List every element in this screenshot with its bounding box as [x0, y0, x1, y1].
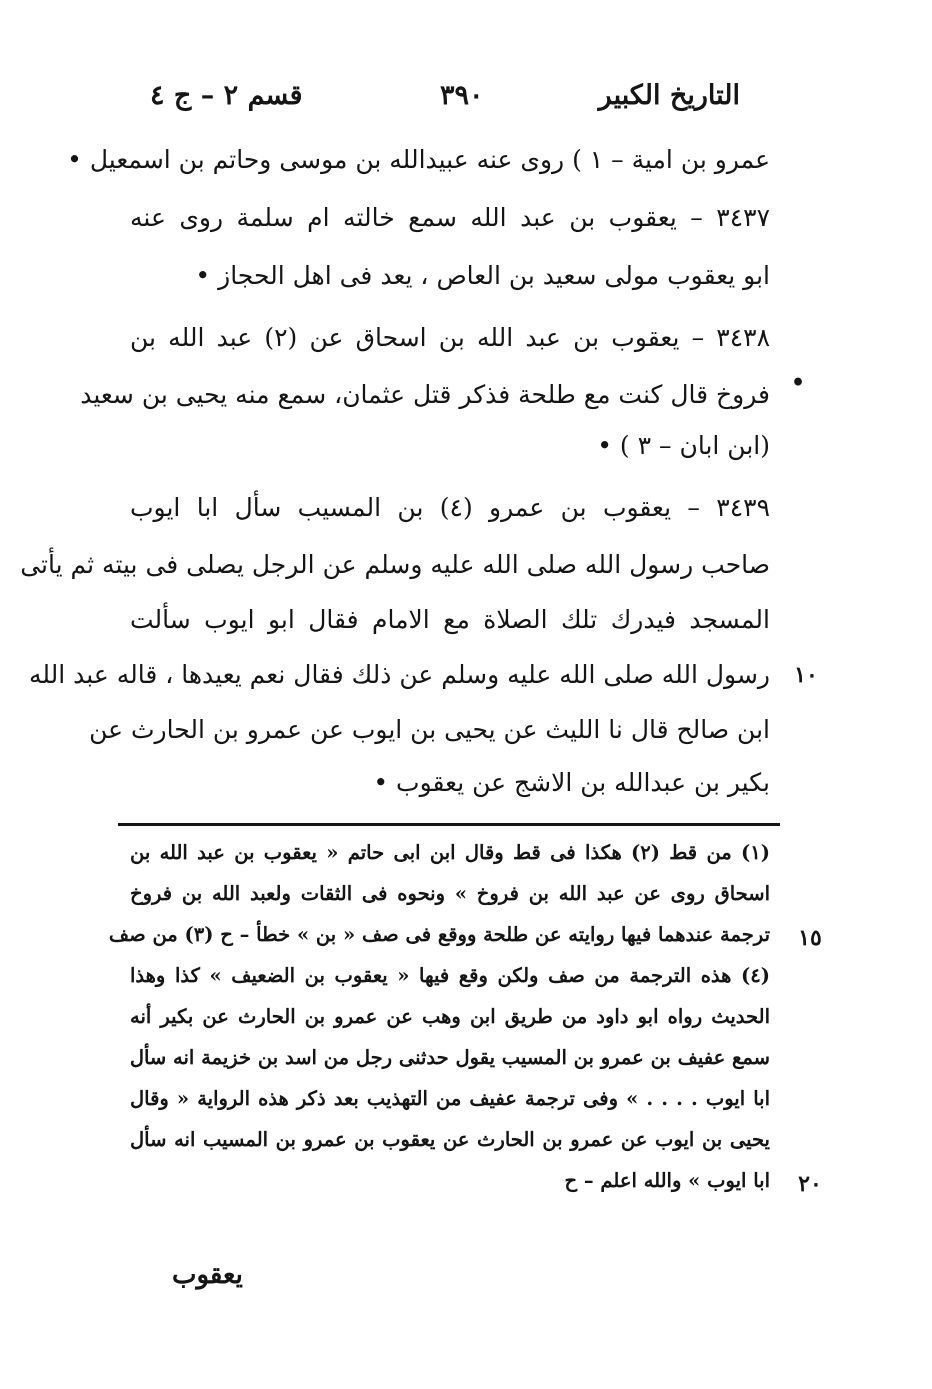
catchword: يعقوب — [172, 1260, 243, 1290]
text-line: رسول الله صلى الله عليه وسلم عن ذلك فقال نعم يعيدها ، قاله عبد الله — [28, 660, 770, 689]
text-line: عمرو بن امية – ١ ) روى عنه عبيدالله بن موسى وحاتم بن اسمعيل • — [67, 145, 770, 174]
footnote-line: يحيى بن ايوب عن عمرو بن الحارث عن يعقوب بن عمرو بن المسيب انه سأل — [130, 1128, 770, 1151]
footnote-line: ابا ايوب . . . . » وفى ترجمة عفيف من التهذيب بعد ذكر هذه الرواية « وقال — [130, 1087, 770, 1110]
margin-dot: • — [790, 370, 806, 396]
footnote-line: الحديث رواه ابو داود من طريق ابن وهب عن عمرو بن الحارث عن بكير أنه — [130, 1005, 770, 1028]
line-number-10: ١٠ — [794, 662, 818, 688]
footnote-line: (١) من قط (٢) هكذا فى قط وقال ابن ابى حاتم « يعقوب بن عبد الله بن — [130, 841, 770, 864]
footnote-line: سمع عفيف بن عمرو بن المسيب يقول حدثنى رجل من اسد بن خزيمة انه سأل — [129, 1046, 770, 1069]
entry-3438-line: ٣٤٣٨ – يعقوب بن عبد الله بن اسحاق عن (٢) عبد الله بن — [130, 323, 770, 352]
text-line: ابن صالح قال نا الليث عن يحيى بن ايوب عن عمرو بن الحارث عن — [89, 715, 770, 744]
footnote-line: ترجمة عندهما فيها روايته عن طلحة ووقع فى صف « بن » خطأ – ح (٣) من صف — [108, 923, 770, 946]
text-line: صاحب رسول الله صلى الله عليه وسلم عن الرجل يصلى فى بيته ثم يأتى — [20, 550, 770, 579]
running-header — [140, 80, 740, 124]
text-line: (ابن ابان – ٣ ) • — [597, 431, 770, 460]
text-line: المسجد فيدرك تلك الصلاة مع الامام فقال ابو ايوب سألت — [130, 605, 770, 634]
book-title: التاريخ الكبير — [598, 80, 740, 111]
part-volume: قسم ٢ – ج ٤ — [150, 80, 303, 111]
footnote-divider — [118, 823, 780, 826]
footnote-line-number-20: ٢٠ — [798, 1171, 822, 1197]
entry-3439-line: ٣٤٣٩ – يعقوب بن عمرو (٤) بن المسيب سأل ابا ايوب — [130, 493, 770, 522]
footnote-line-number-15: ١٥ — [798, 925, 822, 951]
entry-3437-line: ٣٤٣٧ – يعقوب بن عبد الله سمع خالته ام سلمة روى عنه — [130, 203, 770, 232]
page-number: ٣٩٠ — [440, 80, 484, 111]
footnote-line: اسحاق روى عن عبد الله بن فروخ » ونحوه فى الثقات ولعبد الله بن فروخ — [130, 882, 770, 905]
text-line: بكير بن عبدالله بن الاشج عن يعقوب • — [373, 768, 770, 797]
text-line: فروخ قال كنت مع طلحة فذكر قتل عثمان، سمع منه يحيى بن سعيد — [80, 380, 770, 409]
footnote-line: (٤) هذه الترجمة من صف ولكن وقع فيها « يعقوب بن الضعيف » كذا وهذا — [130, 964, 770, 987]
footnote-line: ابا ايوب » والله اعلم – ح — [564, 1169, 770, 1192]
text-line: ابو يعقوب مولى سعيد بن العاص ، يعد فى اهل الحجاز • — [195, 261, 770, 290]
